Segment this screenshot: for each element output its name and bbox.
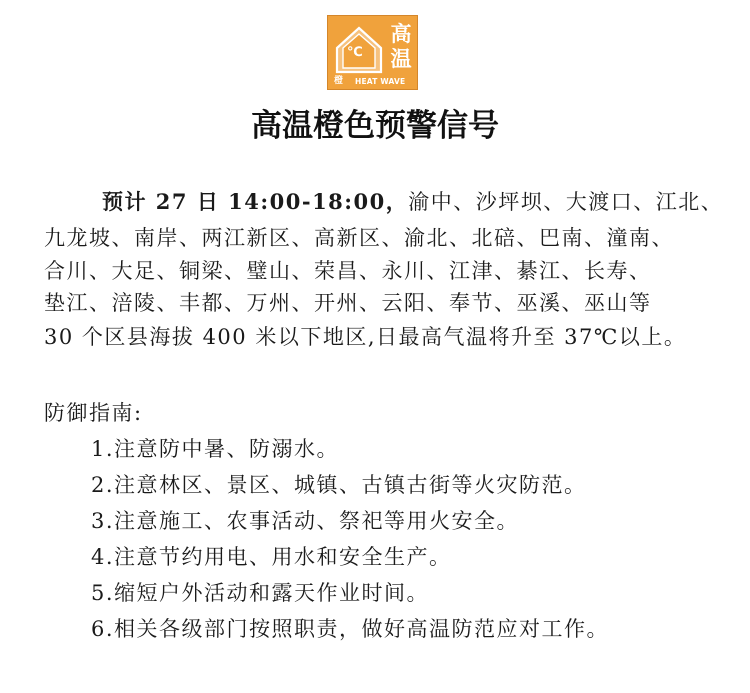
logo-char-2: 温 bbox=[390, 47, 412, 71]
guide-item: 3.注意施工、农事活动、祭祀等用火安全。 bbox=[91, 509, 520, 533]
guide-item: 6.相关各级部门按照职责，做好高温防范应对工作。 bbox=[91, 617, 610, 641]
celsius-symbol: ℃ bbox=[347, 45, 363, 60]
forecast-line-4: 垫江、涪陵、丰都、万州、开州、云阳、奉节、巫溪、巫山等 bbox=[44, 291, 652, 315]
guide-item: 1.注意防中暑、防溺水。 bbox=[91, 437, 340, 461]
guide-list bbox=[91, 431, 609, 647]
logo-level-char: 橙 bbox=[334, 76, 344, 86]
forecast-lead: 预计 27 日 14:00-18:00， bbox=[102, 189, 409, 214]
guide-heading: 防御指南: bbox=[44, 401, 143, 425]
forecast-line-1 bbox=[102, 186, 750, 218]
heat-warning-logo bbox=[327, 15, 418, 90]
logo-hanzi bbox=[388, 22, 414, 72]
guide-item: 5.缩短户外活动和露天作业时间。 bbox=[91, 581, 430, 605]
forecast-line-2: 九龙坡、南岸、两江新区、高新区、渝北、北碚、巴南、潼南、 bbox=[44, 226, 674, 250]
forecast-line-3: 合川、大足、铜梁、璧山、荣昌、永川、江津、綦江、长寿、 bbox=[44, 259, 652, 283]
logo-char-1: 高 bbox=[390, 22, 412, 46]
forecast-line-5: 30 个区县海拔 400 米以下地区,日最高气温将升至 37℃以上。 bbox=[44, 325, 687, 349]
guide-item: 4.注意节约用电、用水和安全生产。 bbox=[91, 545, 452, 569]
logo-english-label: HEAT WAVE bbox=[355, 77, 406, 86]
guide-item: 2.注意林区、景区、城镇、古镇古街等火灾防范。 bbox=[91, 473, 587, 497]
forecast-line-1-rest: 渝中、沙坪坝、大渡口、江北、 bbox=[408, 190, 724, 214]
page-title: 高温橙色预警信号 bbox=[251, 108, 499, 144]
